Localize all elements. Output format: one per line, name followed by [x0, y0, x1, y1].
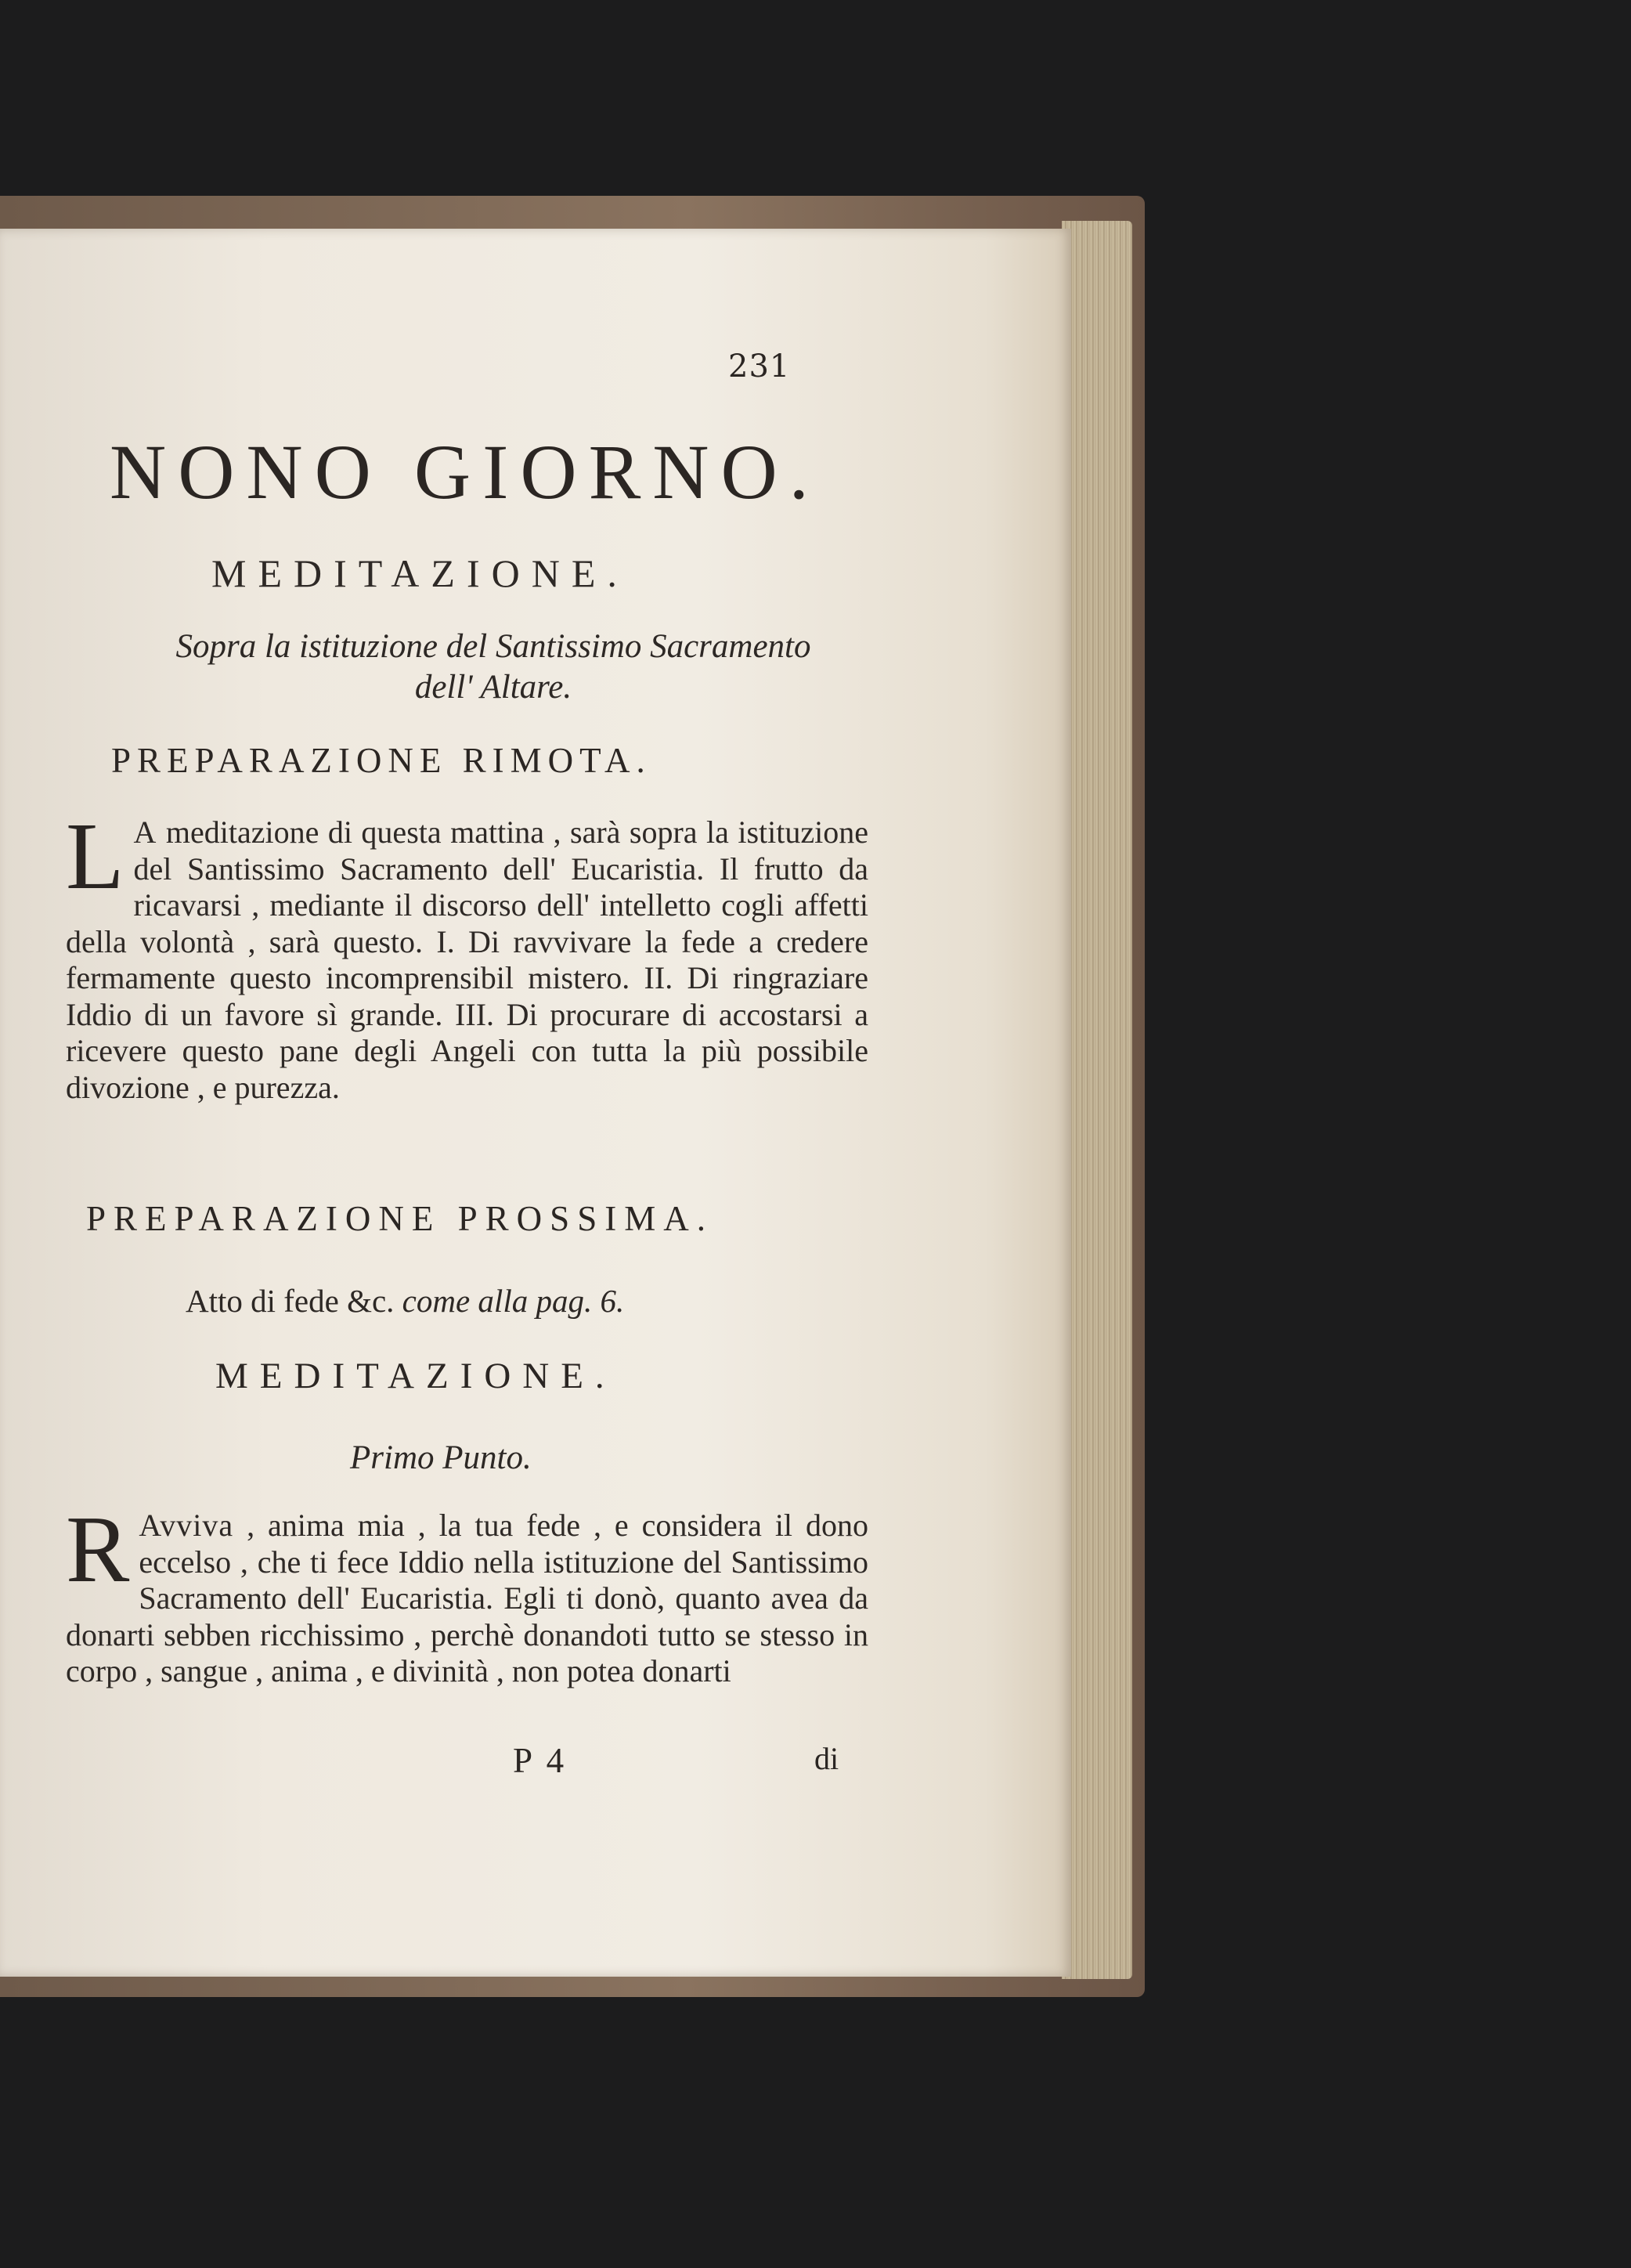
- first-word: A: [133, 814, 157, 850]
- signature-mark: P 4: [513, 1741, 568, 1780]
- act-text: Atto di fede &c.: [186, 1283, 395, 1319]
- act-reference: come alla pag. 6.: [394, 1283, 625, 1319]
- subtitle: MEDITAZIONE.: [211, 551, 629, 595]
- heading-preparazione-rimota: PREPARAZIONE RIMOTA.: [111, 741, 651, 780]
- paragraph-preparazione-rimota: [66, 804, 868, 1106]
- heading-preparazione-prossima: PREPARAZIONE PROSSIMA.: [86, 1199, 713, 1238]
- page-edges: [1062, 221, 1132, 1979]
- act-of-faith-line: [186, 1282, 624, 1320]
- heading-meditazione: MEDITAZIONE.: [215, 1356, 616, 1396]
- page-number: 231: [728, 349, 791, 385]
- page-title: NONO GIORNO.: [110, 428, 821, 515]
- drop-cap: R: [66, 1497, 130, 1602]
- paragraph-primo-punto: [66, 1497, 868, 1690]
- catchword: di: [814, 1741, 839, 1776]
- paragraph-text: , anima mia , la tua fede , e considera il dono eccelso , che ti fece Iddio nella istituzione del Santissimo Sacramento dell' Eucaristia. Egli ti donò, quanto avea da donarti sebben ricchissimo , perchè donandoti tutto se stesso in corpo , sangue , anima , e divinità , non potea donarti: [66, 1508, 868, 1688]
- italic-heading-line-2: dell' Altare.: [414, 669, 572, 706]
- first-word: Avviva: [139, 1508, 234, 1543]
- italic-heading-line-1: Sopra la istituzione del Santissimo Sacramento: [175, 628, 811, 665]
- primo-punto: Primo Punto.: [350, 1439, 532, 1476]
- drop-cap: L: [66, 804, 124, 909]
- italic-heading: [102, 627, 885, 708]
- paragraph-text: meditazione di questa mattina , sarà sopra la istituzione del Santissimo Sacramento dell' Eucaristia. Il frutto da ricavarsi , mediante il discorso dell' intelletto cogli affetti della volontà , sarà questo. I. Di ravvivare la fede a credere fermamente questo incomprensibil mistero. II. Di ringraziare Iddio di un favore sì grande. III. Di procurare di accostarsi a ricevere questo pane degli Angeli con tutta la più possibile divozione , e purezza.: [66, 814, 868, 1105]
